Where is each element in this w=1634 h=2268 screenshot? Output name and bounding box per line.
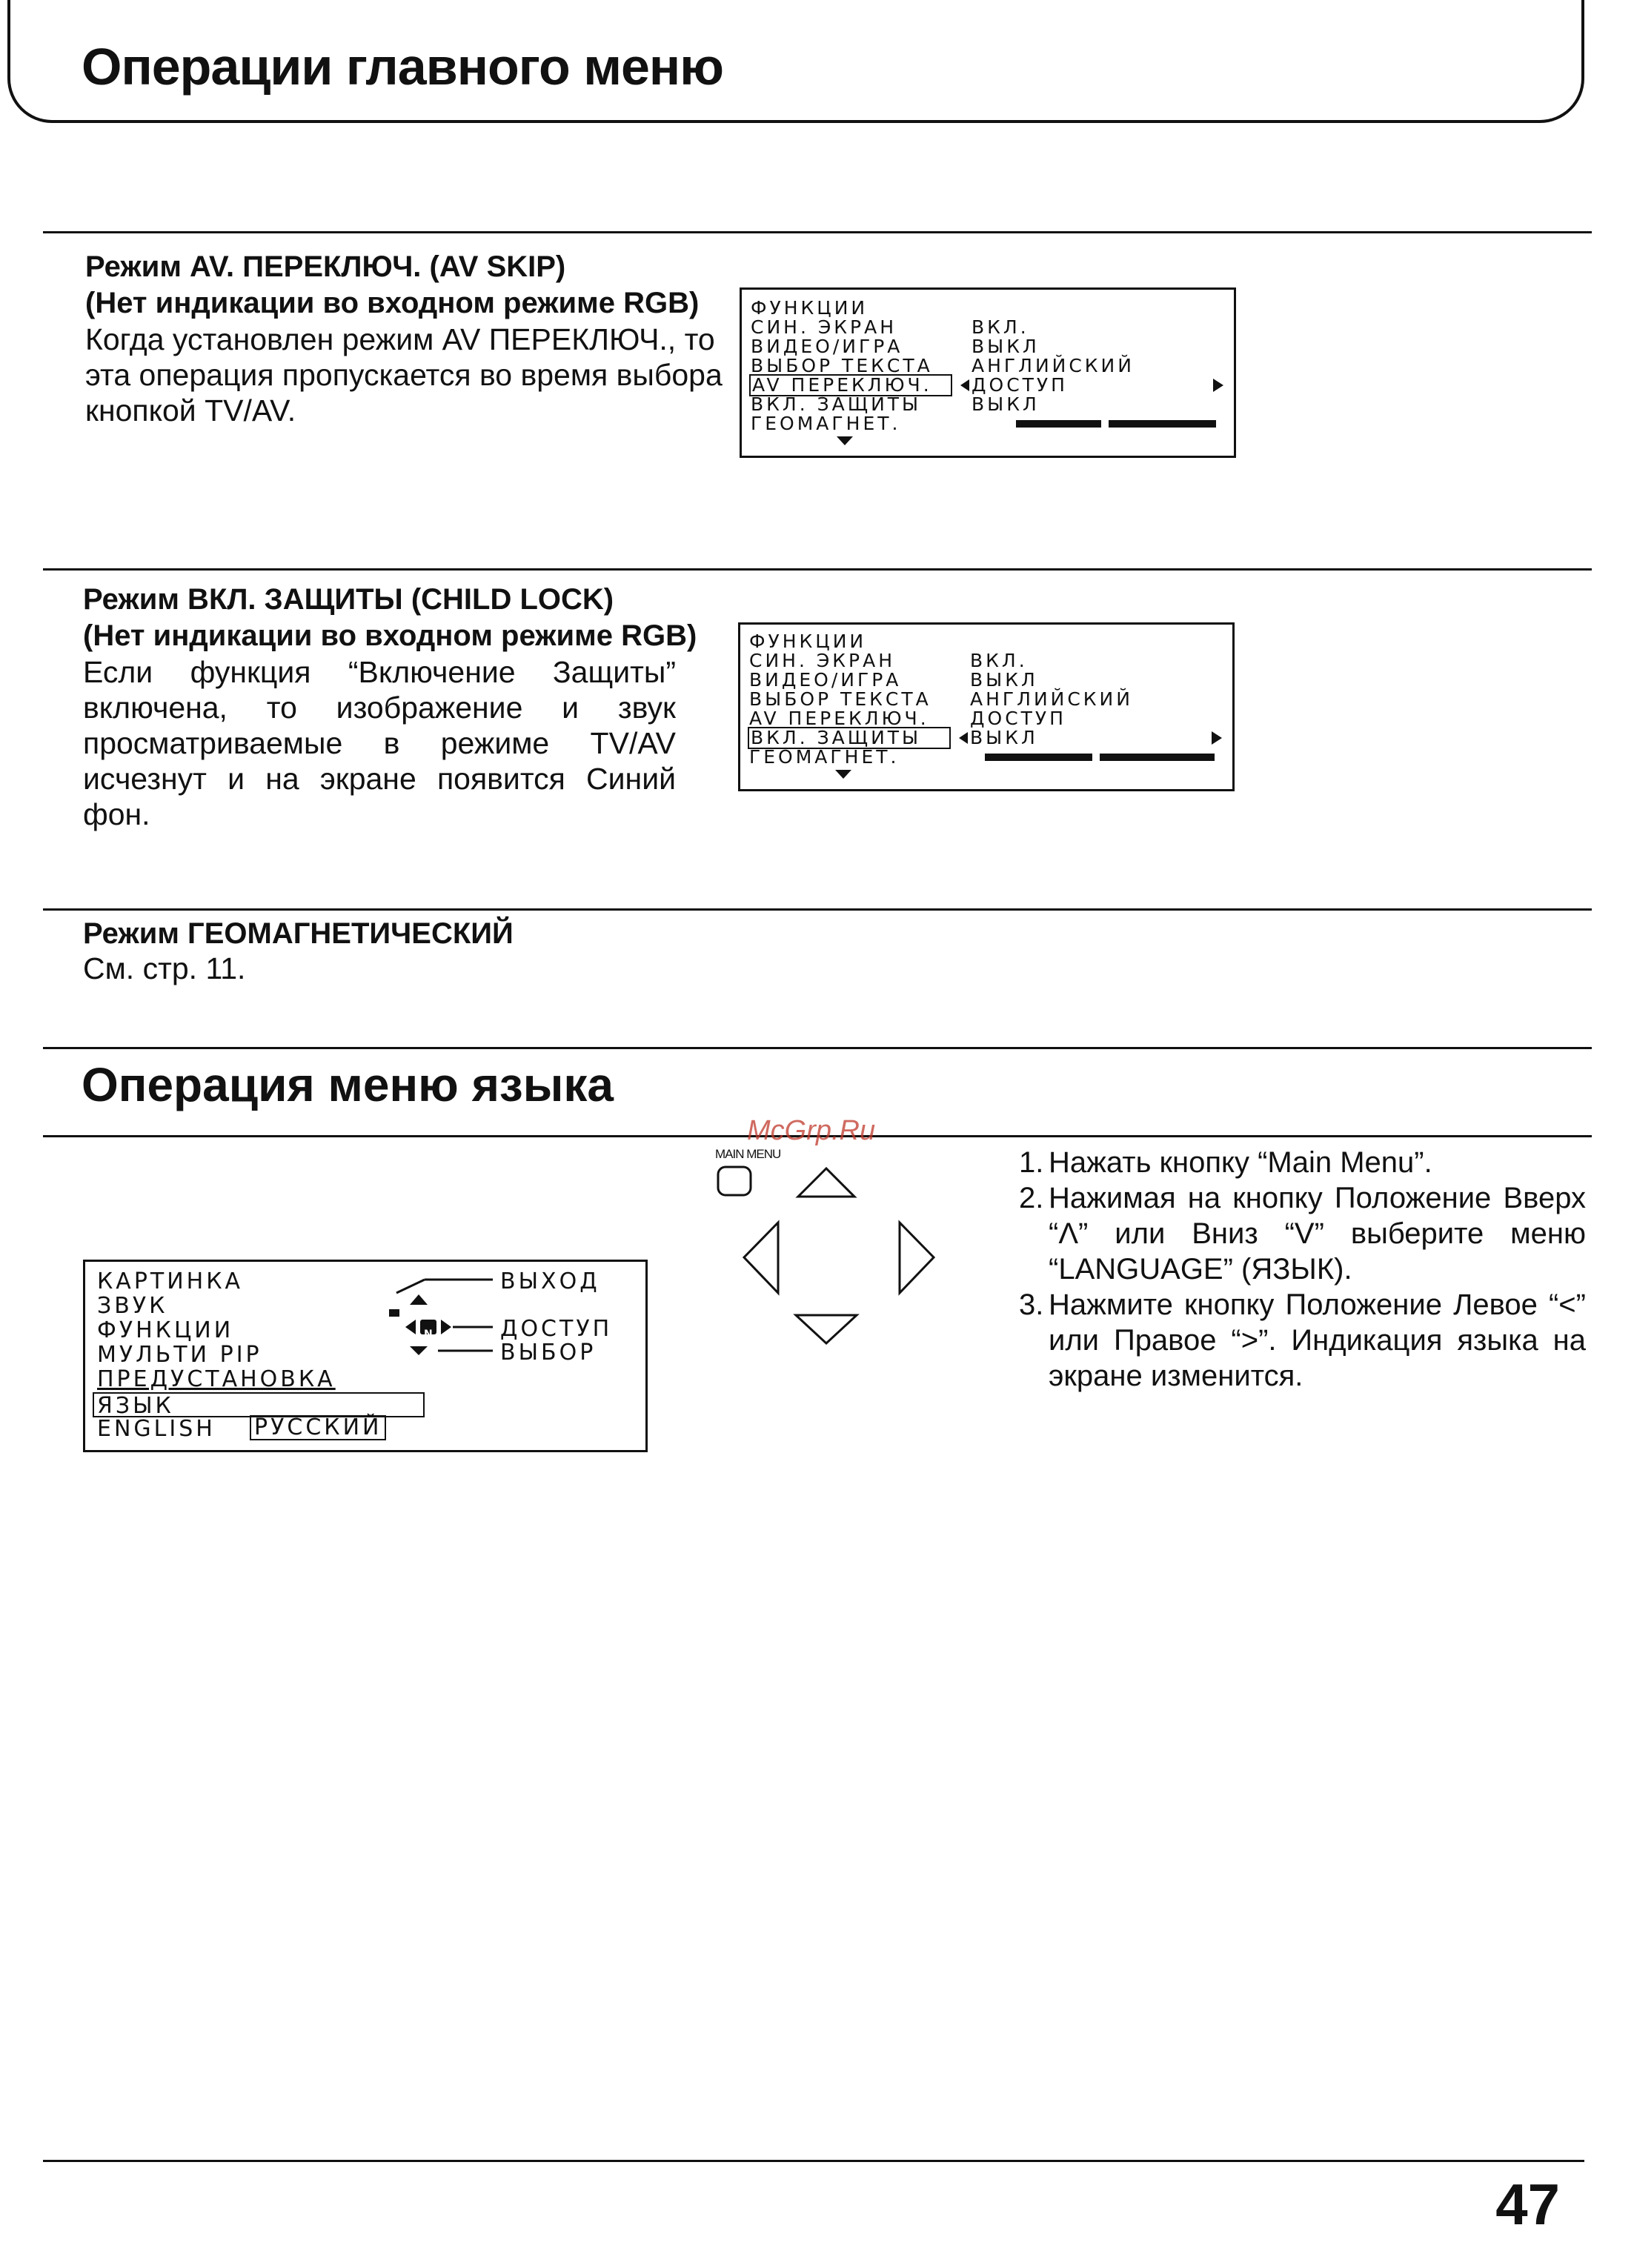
- osd-row-value: ВЫКЛ: [970, 669, 1038, 691]
- language-option-selected: РУССКИЙ: [250, 1415, 386, 1440]
- osd-row-value: ДОСТУП: [970, 708, 1066, 729]
- instruction-steps: [1019, 1145, 1586, 1394]
- divider: [43, 231, 1592, 233]
- divider: [43, 908, 1592, 911]
- osd-row-value: АНГЛИЙСКИЙ: [972, 355, 1135, 376]
- down-arrow-icon: [837, 436, 853, 445]
- osd-row-label: ВИДЕО/ИГРА: [749, 669, 902, 691]
- right-button: [900, 1223, 934, 1293]
- osd-row-label: СИН. ЭКРАН: [749, 650, 896, 671]
- right-arrow-icon: [1212, 731, 1222, 745]
- legend-lines: [389, 1266, 500, 1385]
- ok-button-glyph: N: [424, 1328, 433, 1340]
- child-lock-subheading: (Нет индикации во входном режиме RGB): [83, 619, 697, 652]
- text-line: Когда установлен режим AV ПЕРЕКЛЮЧ., то: [85, 322, 715, 356]
- osd-row-value: ДОСТУП: [972, 374, 1068, 396]
- step-3: [1019, 1287, 1586, 1394]
- menu-item: ПРЕДУСТАНОВКА: [97, 1366, 336, 1392]
- level-bar: [985, 754, 1092, 761]
- text-line: кнопкой TV/AV.: [85, 393, 296, 428]
- text-line: просматриваемые в режиме TV/AV: [83, 726, 676, 760]
- osd-title: ФУНКЦИИ: [749, 631, 867, 652]
- osd-row-label: AV ПЕРЕКЛЮЧ.: [749, 708, 929, 729]
- footer-divider: [43, 2160, 1584, 2162]
- menu-item: ФУНКЦИИ: [97, 1317, 234, 1343]
- child-lock-heading: Режим ВКЛ. ЗАЩИТЫ (CHILD LOCK): [83, 583, 614, 616]
- legend-access: ДОСТУП: [500, 1316, 613, 1342]
- main-menu-button: [718, 1167, 751, 1195]
- down-button: [796, 1315, 857, 1343]
- step-number: 1.: [1019, 1146, 1044, 1179]
- osd-main-menu-language: [83, 1260, 648, 1452]
- av-skip-heading: Режим AV. ПЕРЕКЛЮЧ. (AV SKIP): [85, 250, 566, 283]
- osd-row-value: ВКЛ.: [970, 650, 1028, 671]
- legend-exit: ВЫХОД: [500, 1268, 600, 1294]
- text-line: Если функция “Включение Защиты”: [83, 655, 676, 689]
- menu-item: КАРТИНКА: [97, 1268, 244, 1294]
- legend-select: ВЫБОР: [500, 1340, 597, 1366]
- text-line: эта операция пропускается во время выбора: [85, 358, 723, 392]
- page-title: Операции главного меню: [82, 38, 723, 96]
- menu-item-selected: ЯЗЫК: [93, 1392, 425, 1417]
- osd-row-value: ВКЛ.: [972, 316, 1029, 338]
- level-bar: [1016, 420, 1101, 428]
- osd-functions-child-lock: [738, 622, 1235, 791]
- watermark: McGrp.Ru: [747, 1115, 876, 1146]
- right-arrow-icon: [1213, 379, 1223, 392]
- step-text: Нажмите кнопку Положение Левое “<”: [1049, 1288, 1586, 1321]
- osd-row-label: ГЕОМАГНЕТ.: [749, 746, 900, 768]
- left-arrow-icon: [960, 379, 969, 391]
- up-button: [798, 1168, 854, 1197]
- page-number: 47: [1495, 2172, 1560, 2237]
- step-text: Нажать кнопку “Main Menu”.: [1049, 1146, 1432, 1179]
- left-button: [744, 1223, 778, 1293]
- step-text: Нажимая на кнопку Положение Вверх: [1049, 1182, 1586, 1214]
- remote-label: MAIN MENU: [715, 1147, 781, 1161]
- av-skip-description: [85, 322, 723, 428]
- av-skip-subheading: (Нет индикации во входном режиме RGB): [85, 287, 700, 319]
- step-text: экране изменится.: [1049, 1360, 1303, 1392]
- geomag-text: См. стр. 11.: [83, 951, 246, 985]
- osd-row-label: СИН. ЭКРАН: [751, 316, 897, 338]
- osd-row-value: АНГЛИЙСКИЙ: [970, 688, 1133, 710]
- language-title: Операция меню языка: [82, 1058, 614, 1111]
- divider: [43, 1047, 1592, 1049]
- osd-row-label-selected: ВКЛ. ЗАЩИТЫ: [749, 728, 949, 748]
- osd-row-label: ВЫБОР ТЕКСТА: [749, 688, 931, 710]
- osd-row-label-selected: AV ПЕРЕКЛЮЧ.: [751, 376, 951, 395]
- menu-item: МУЛЬТИ PIP: [97, 1342, 262, 1368]
- text-line: исчезнут и на экране появится Синий фон.: [83, 762, 676, 831]
- text-line: включена, то изображение и звук: [83, 691, 676, 725]
- language-option: ENGLISH: [97, 1416, 216, 1442]
- step-text: “LANGUAGE” (ЯЗЫК).: [1049, 1253, 1352, 1286]
- child-lock-description: [83, 654, 676, 832]
- osd-row-value: ВЫКЛ: [972, 393, 1040, 415]
- osd-row-value: ВЫКЛ: [970, 727, 1038, 748]
- osd-row-label: ВИДЕО/ИГРА: [751, 336, 903, 357]
- step-1: [1019, 1145, 1586, 1180]
- osd-row-label: ВКЛ. ЗАЩИТЫ: [751, 393, 922, 415]
- remote-control-diagram: [711, 1160, 949, 1367]
- step-2: [1019, 1180, 1586, 1287]
- down-arrow-icon: [835, 770, 851, 779]
- divider: [43, 568, 1592, 571]
- menu-item: ЗВУК: [97, 1293, 168, 1319]
- level-bar: [1109, 420, 1216, 428]
- step-text: или Правое “>”. Индикация языка на: [1049, 1324, 1586, 1357]
- osd-title: ФУНКЦИИ: [751, 297, 869, 319]
- osd-row-value: ВЫКЛ: [972, 336, 1040, 357]
- osd-functions-av-skip: [740, 287, 1236, 458]
- step-number: 2.: [1019, 1182, 1044, 1214]
- osd-row-label: ГЕОМАГНЕТ.: [751, 413, 901, 434]
- level-bar: [1100, 754, 1215, 761]
- left-arrow-icon: [959, 732, 968, 744]
- step-number: 3.: [1019, 1288, 1044, 1321]
- step-text: “Λ” или Вниз “V” выберите меню: [1049, 1217, 1586, 1250]
- geomag-heading: Режим ГЕОМАГНЕТИЧЕСКИЙ: [83, 917, 514, 950]
- osd-row-label: ВЫБОР ТЕКСТА: [751, 355, 933, 376]
